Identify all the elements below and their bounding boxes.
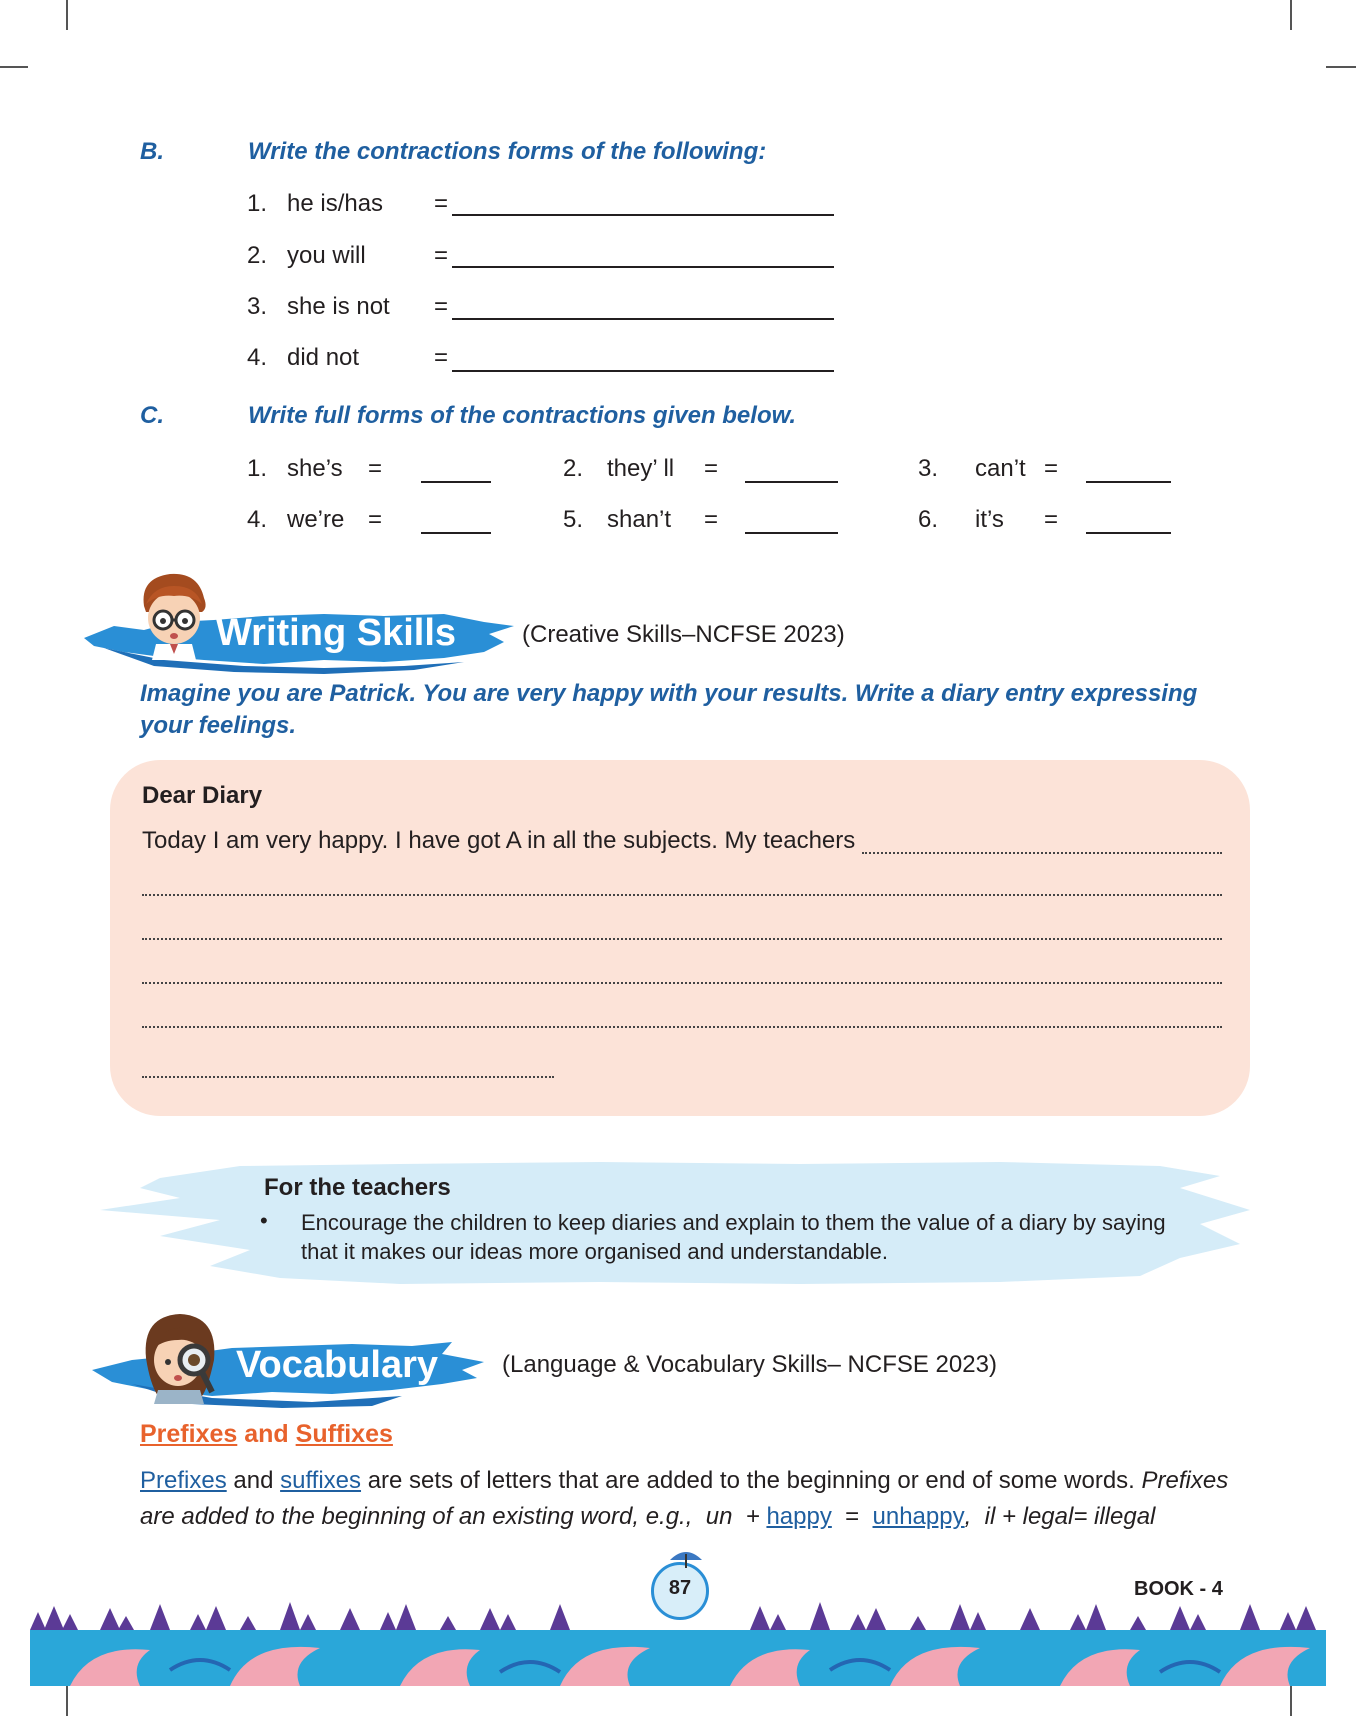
list-item-text: he is/has: [287, 190, 384, 217]
list-item-text: she’s: [287, 455, 343, 482]
list-number: 2.: [563, 455, 584, 482]
boy-with-glasses-icon: [134, 568, 214, 660]
heading-and: and: [237, 1420, 296, 1448]
list-item-text: we’re: [287, 506, 345, 533]
list-number: 5.: [563, 506, 584, 533]
answer-blank[interactable]: [1086, 532, 1171, 534]
equals-sign: =: [368, 455, 383, 482]
answer-blank[interactable]: [745, 481, 838, 483]
section-c-letter: C.: [140, 402, 164, 429]
paragraph-italic-text: Prefixes are added to the beginning of an existing word, e.g., un +: [140, 1467, 1235, 1530]
equals-sign: =: [1044, 455, 1059, 482]
diary-box: [110, 760, 1250, 1116]
suffixes-link[interactable]: suffixes: [280, 1467, 362, 1494]
equals-sign: =: [368, 506, 383, 533]
equals-sign: =: [1044, 506, 1059, 533]
diary-writing-line[interactable]: [862, 852, 1222, 854]
teachers-text: Encourage the children to keep diaries and explain to them the value of a diary by saying that it makes our ideas more organised and understandable.: [301, 1210, 1166, 1264]
list-number: 2.: [247, 242, 268, 269]
list-number: 3.: [247, 293, 268, 320]
teachers-note: [100, 1158, 1260, 1288]
crop-mark: [66, 1686, 68, 1716]
answer-blank[interactable]: [452, 214, 834, 216]
answer-blank[interactable]: [421, 481, 491, 483]
diary-start-text: Today I am very happy. I have got A in all the subjects. My teachers: [142, 827, 856, 854]
paragraph-text: and: [226, 1467, 281, 1494]
diary-writing-line[interactable]: [142, 982, 1222, 984]
writing-skills-banner: [84, 596, 524, 676]
writing-skills-subtitle: (Creative Skills–NCFSE 2023): [522, 621, 845, 648]
list-number: 4.: [247, 506, 268, 533]
prefixes-suffixes-heading: [140, 1420, 393, 1449]
diary-heading: Dear Diary: [142, 782, 263, 809]
prefixes-link[interactable]: Prefixes: [140, 1467, 227, 1494]
prefixes-heading-word: Prefixes: [140, 1420, 238, 1448]
equals-sign: =: [434, 242, 449, 269]
vocabulary-title: Vocabulary: [236, 1344, 439, 1386]
happy-link[interactable]: happy: [766, 1503, 832, 1530]
suffixes-heading-word: Suffixes: [295, 1420, 393, 1448]
list-item-text: can’t: [975, 455, 1026, 482]
crop-mark: [0, 66, 28, 68]
answer-blank[interactable]: [745, 532, 838, 534]
paragraph-italic-text: , il + legal= illegal: [964, 1503, 1156, 1530]
list-item-text: they’ ll: [607, 455, 675, 482]
equals-sign: =: [704, 455, 719, 482]
diary-writing-line[interactable]: [142, 1076, 554, 1078]
writing-skills-title: Writing Skills: [216, 612, 457, 654]
list-number: 6.: [918, 506, 939, 533]
answer-blank[interactable]: [452, 266, 834, 268]
answer-blank[interactable]: [421, 532, 491, 534]
list-item-text: shan’t: [607, 506, 672, 533]
answer-blank[interactable]: [1086, 481, 1171, 483]
crop-mark: [1326, 66, 1356, 68]
equals-sign: =: [434, 190, 449, 217]
equals-sign: =: [434, 293, 449, 320]
prefixes-paragraph: [140, 1463, 1235, 1535]
list-number: 1.: [247, 190, 268, 217]
paragraph-text: =: [831, 1503, 873, 1530]
list-number: 4.: [247, 344, 268, 371]
diary-writing-line[interactable]: [142, 894, 1222, 896]
girl-with-magnifier-icon: [138, 1308, 224, 1404]
section-b-heading: Write the contractions forms of the following:: [248, 138, 767, 165]
crop-mark: [1290, 0, 1292, 30]
vocabulary-banner: [92, 1326, 492, 1410]
diary-writing-line[interactable]: [142, 1026, 1222, 1028]
list-item-text: it’s: [975, 506, 1004, 533]
book-label: BOOK - 4: [1134, 1578, 1223, 1600]
teachers-heading: For the teachers: [264, 1174, 451, 1201]
crop-mark: [66, 0, 68, 30]
list-item-text: you will: [287, 242, 366, 269]
list-item-text: she is not: [287, 293, 390, 320]
answer-blank[interactable]: [452, 370, 834, 372]
list-number: 3.: [918, 455, 939, 482]
umbrella-icon: [666, 1546, 706, 1570]
bullet: •: [260, 1208, 268, 1233]
paragraph-text: are sets of letters that are added to the beginning or end of some words.: [361, 1467, 1142, 1494]
crop-mark: [1290, 1686, 1292, 1716]
section-c-heading: Write full forms of the contractions given below.: [248, 402, 797, 429]
equals-sign: =: [434, 344, 449, 371]
unhappy-link[interactable]: unhappy: [872, 1503, 965, 1530]
writing-prompt: Imagine you are Patrick. You are very happy with your results. Write a diary entry expressing your feelings.: [140, 680, 1198, 739]
list-item-text: did not: [287, 344, 360, 371]
vocabulary-subtitle: (Language & Vocabulary Skills– NCFSE 2023): [502, 1351, 997, 1378]
page-number: 87: [668, 1577, 692, 1599]
diary-writing-line[interactable]: [142, 938, 1222, 940]
list-number: 1.: [247, 455, 268, 482]
section-b-letter: B.: [140, 138, 164, 165]
answer-blank[interactable]: [452, 318, 834, 320]
equals-sign: =: [704, 506, 719, 533]
